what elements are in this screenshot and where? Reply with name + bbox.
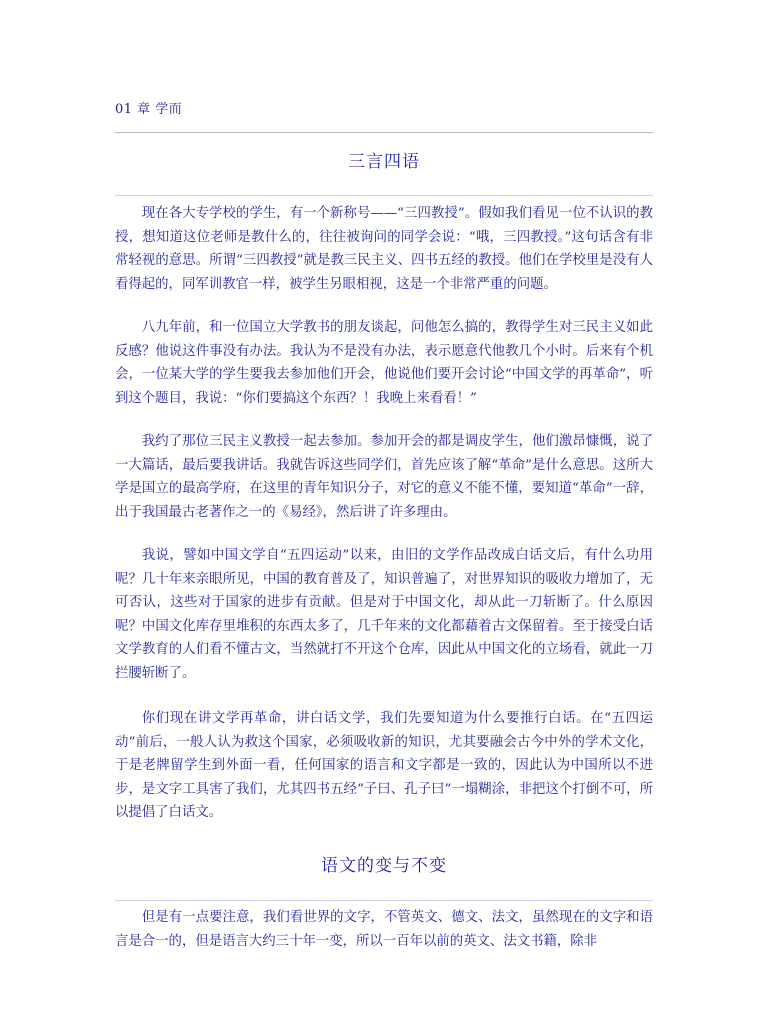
paragraph-6: 但是有一点要注意，我们看世界的文字，不管英文、德文、法文，虽然现在的文字和语言是合一的，但是语言大约三十年一变，所以一百年以前的英文、法文书籍，除非 [115,910,653,949]
section-divider-1 [115,195,653,196]
paragraph-1: 现在各大专学校的学生，有一个新称号——“三四教授”。假如我们看见一位不认识的教授，想知道这位老师是教什么的，往往被询问的同学会说：“哦，三四教授。”这句话含有非常轻视的意思。所谓“三四教授”就是教三民主义、四书五经的教授。他们在学校里是没有人看得起的，同军训教官一样，被学生另眼相视，这是一个非常严重的问题。 [115,206,653,292]
section-title-2: 语文的变与不变 [321,856,447,876]
paragraph-3: 我约了那位三民主义教授一起去参加。参加开会的都是调皮学生，他们激昂慷慨，说了一大篇话，最后要我讲话。我就告诉这些同学们，首先应该了解“革命”是什么意思。这所大学是国立的最高学府，在这里的青年知识分子，对它的意义不能不懂，要知道“革命”一辞，出于我国最古老著作之一的《易经》，然后讲了许多理由。 [115,434,653,520]
header-divider [115,132,653,133]
chapter-header: 01 章 学而 [115,102,183,117]
section-title-1: 三言四语 [348,152,420,172]
section-divider-2 [115,900,653,901]
paragraph-5: 你们现在讲文学再革命，讲白话文学，我们先要知道为什么要推行白话。在“五四运动”前后，一般人认为救这个国家，必须吸收新的知识，尤其要融会古今中外的学术文化，于是老牌留学生到外面一看，任何国家的语言和文字都是一致的，因此认为中国所以不进步，是文字工具害了我们，尤其四书五经“子曰、孔子曰”一塌糊涂，非把这个打倒不可，所以提倡了白话文。 [115,711,653,821]
paragraph-2: 八九年前，和一位国立大学教书的朋友谈起，问他怎么搞的，教得学生对三民主义如此反感？他说这件事没有办法。我认为不是没有办法，表示愿意代他教几个小时。后来有个机会，一位某大学的学生要我去参加他们开会，他说他们要开会讨论“中国文学的再革命”，听到这个题目，我说：“你们要搞这个东西？！我晚上来看看！” [115,320,653,406]
paragraph-4: 我说，譬如中国文学自“五四运动”以来，由旧的文学作品改成白话文后，有什么功用呢？几十年来亲眼所见，中国的教育普及了，知识普遍了，对世界知识的吸收力增加了，无可否认，这些对于国家的进步有贡献。但是对于中国文化，却从此一刀斩断了。什么原因呢？中国文化库存里堆积的东西太多了，几千年来的文化都藉着古文保留着。至于接受白话文学教育的人们看不懂古文，当然就打不开这个仓库，因此从中国文化的立场看，就此一刀拦腰斩断了。 [115,548,653,681]
